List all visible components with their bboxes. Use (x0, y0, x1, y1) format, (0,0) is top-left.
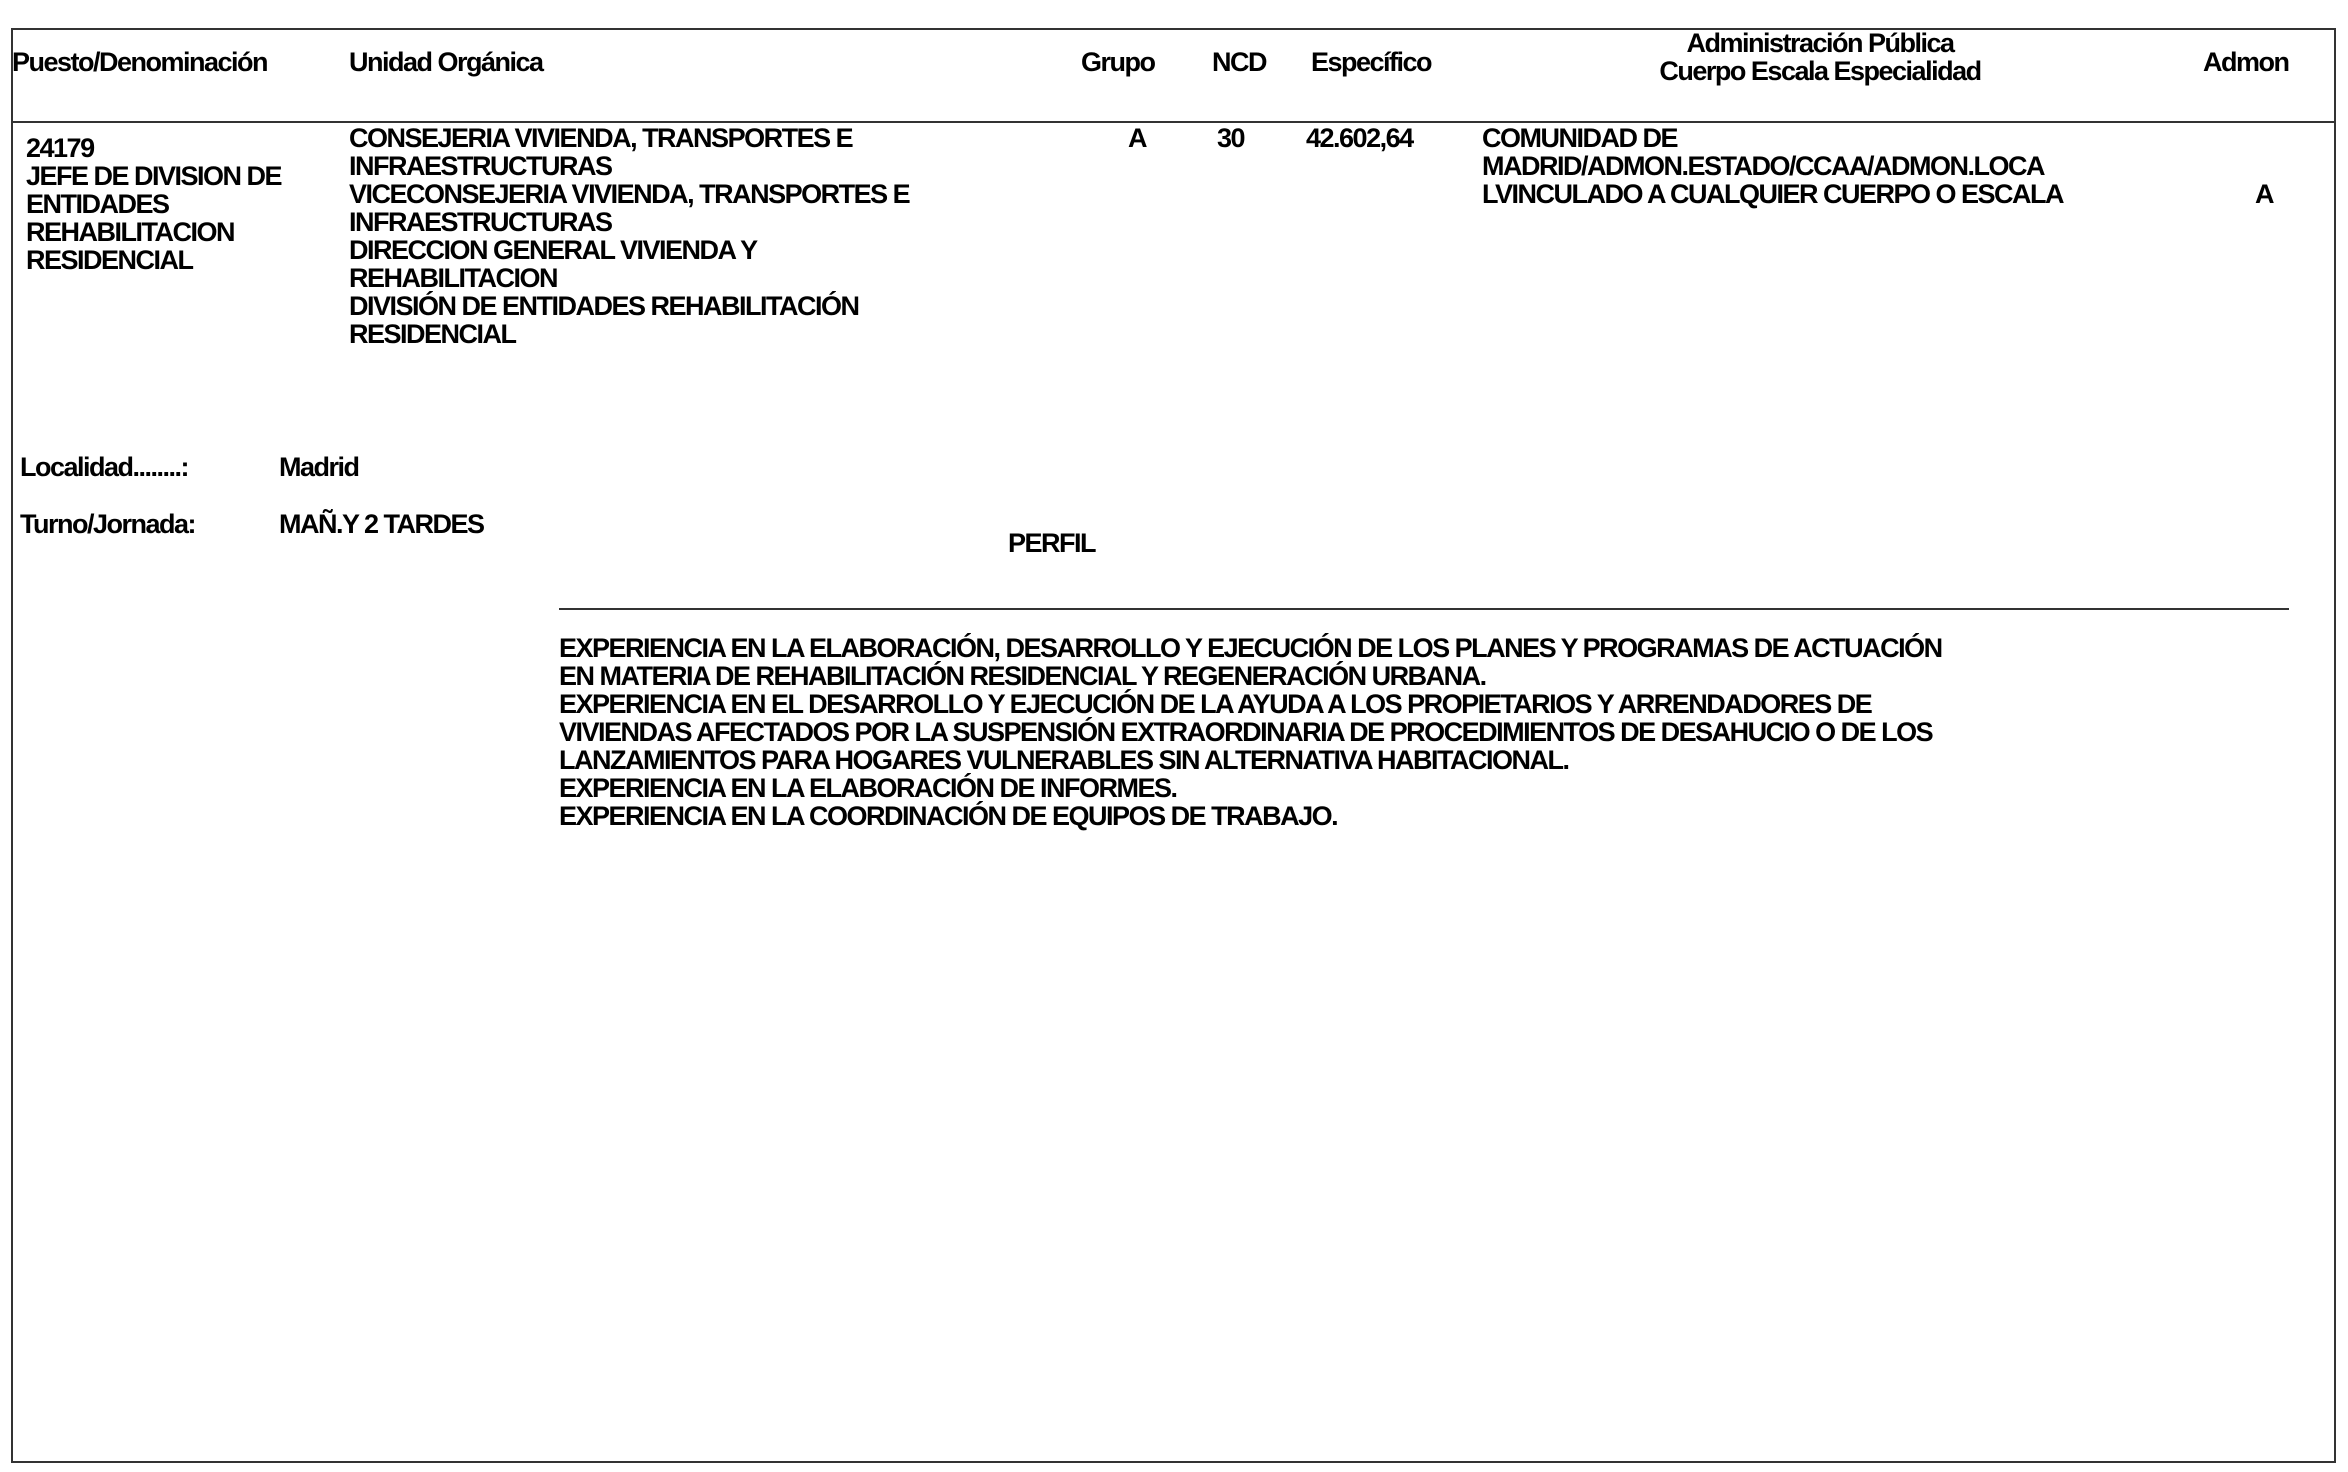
perfil-line: VIVIENDAS AFECTADOS POR LA SUSPENSIÓN EXTRAORDINARIA DE PROCEDIMIENTOS DE DESAHUCIO O DE LOS (559, 717, 1933, 747)
puesto-line: 24179 (26, 133, 94, 163)
unidad-line: RESIDENCIAL (349, 319, 516, 349)
perfil-line: EN MATERIA DE REHABILITACIÓN RESIDENCIAL Y REGENERACIÓN URBANA. (559, 661, 1486, 691)
perfil-line: EXPERIENCIA EN LA COORDINACIÓN DE EQUIPOS DE TRABAJO. (559, 801, 1338, 831)
puesto-line: ENTIDADES (26, 189, 169, 219)
perfil-line: EXPERIENCIA EN EL DESARROLLO Y EJECUCIÓN DE LA AYUDA A LOS PROPIETARIOS Y ARRENDADORES DE (559, 689, 1872, 719)
admin-line: LVINCULADO A CUALQUIER CUERPO O ESCALA (1482, 179, 2064, 209)
unidad-line: VICECONSEJERIA VIVIENDA, TRANSPORTES E (349, 179, 910, 209)
header-ncd: NCD (1212, 47, 1266, 77)
unidad-line: CONSEJERIA VIVIENDA, TRANSPORTES E (349, 123, 853, 153)
perfil-line: EXPERIENCIA EN LA ELABORACIÓN, DESARROLLO Y EJECUCIÓN DE LOS PLANES Y PROGRAMAS DE ACTUACIÓN (559, 633, 1942, 663)
unidad-line: DIRECCION GENERAL VIVIENDA Y (349, 235, 757, 265)
grupo-value: A (1128, 123, 1146, 153)
header-administracion (1580, 29, 2060, 85)
puesto-denominacion (26, 134, 281, 274)
header-puesto: Puesto/Denominación (12, 47, 268, 77)
ncd-value: 30 (1217, 123, 1245, 153)
perfil-divider (559, 608, 2289, 610)
perfil-line: EXPERIENCIA EN LA ELABORACIÓN DE INFORMES. (559, 773, 1177, 803)
perfil-text (559, 634, 1942, 830)
especifico-value: 42.602,64 (1306, 123, 1413, 153)
administracion-publica (1482, 124, 2063, 208)
admin-line: MADRID/ADMON.ESTADO/CCAA/ADMON.LOCA (1482, 151, 2044, 181)
localidad-value: Madrid (279, 452, 359, 482)
admon-value: A (2255, 179, 2273, 209)
perfil-line: LANZAMIENTOS PARA HOGARES VULNERABLES SIN ALTERNATIVA HABITACIONAL. (559, 745, 1569, 775)
puesto-line: REHABILITACION (26, 217, 234, 247)
unidad-organica (349, 124, 909, 348)
perfil-title: PERFIL (1008, 528, 1096, 558)
header-unidad: Unidad Orgánica (349, 47, 543, 77)
turno-label: Turno/Jornada: (20, 509, 196, 539)
unidad-line: INFRAESTRUCTURAS (349, 207, 612, 237)
header-admon: Admon (2203, 47, 2289, 77)
header-especifico: Específico (1311, 47, 1432, 77)
localidad-label: Localidad........: (20, 452, 189, 482)
header-admin-line1: Administración Pública (1686, 28, 1954, 58)
turno-value: MAÑ.Y 2 TARDES (279, 509, 484, 539)
header-grupo: Grupo (1081, 47, 1155, 77)
unidad-line: DIVISIÓN DE ENTIDADES REHABILITACIÓN (349, 291, 859, 321)
admin-line: COMUNIDAD DE (1482, 123, 1677, 153)
header-admin-line2: Cuerpo Escala Especialidad (1659, 56, 1981, 86)
unidad-line: INFRAESTRUCTURAS (349, 151, 612, 181)
puesto-line: RESIDENCIAL (26, 245, 193, 275)
puesto-line: JEFE DE DIVISION DE (26, 161, 282, 191)
unidad-line: REHABILITACION (349, 263, 557, 293)
